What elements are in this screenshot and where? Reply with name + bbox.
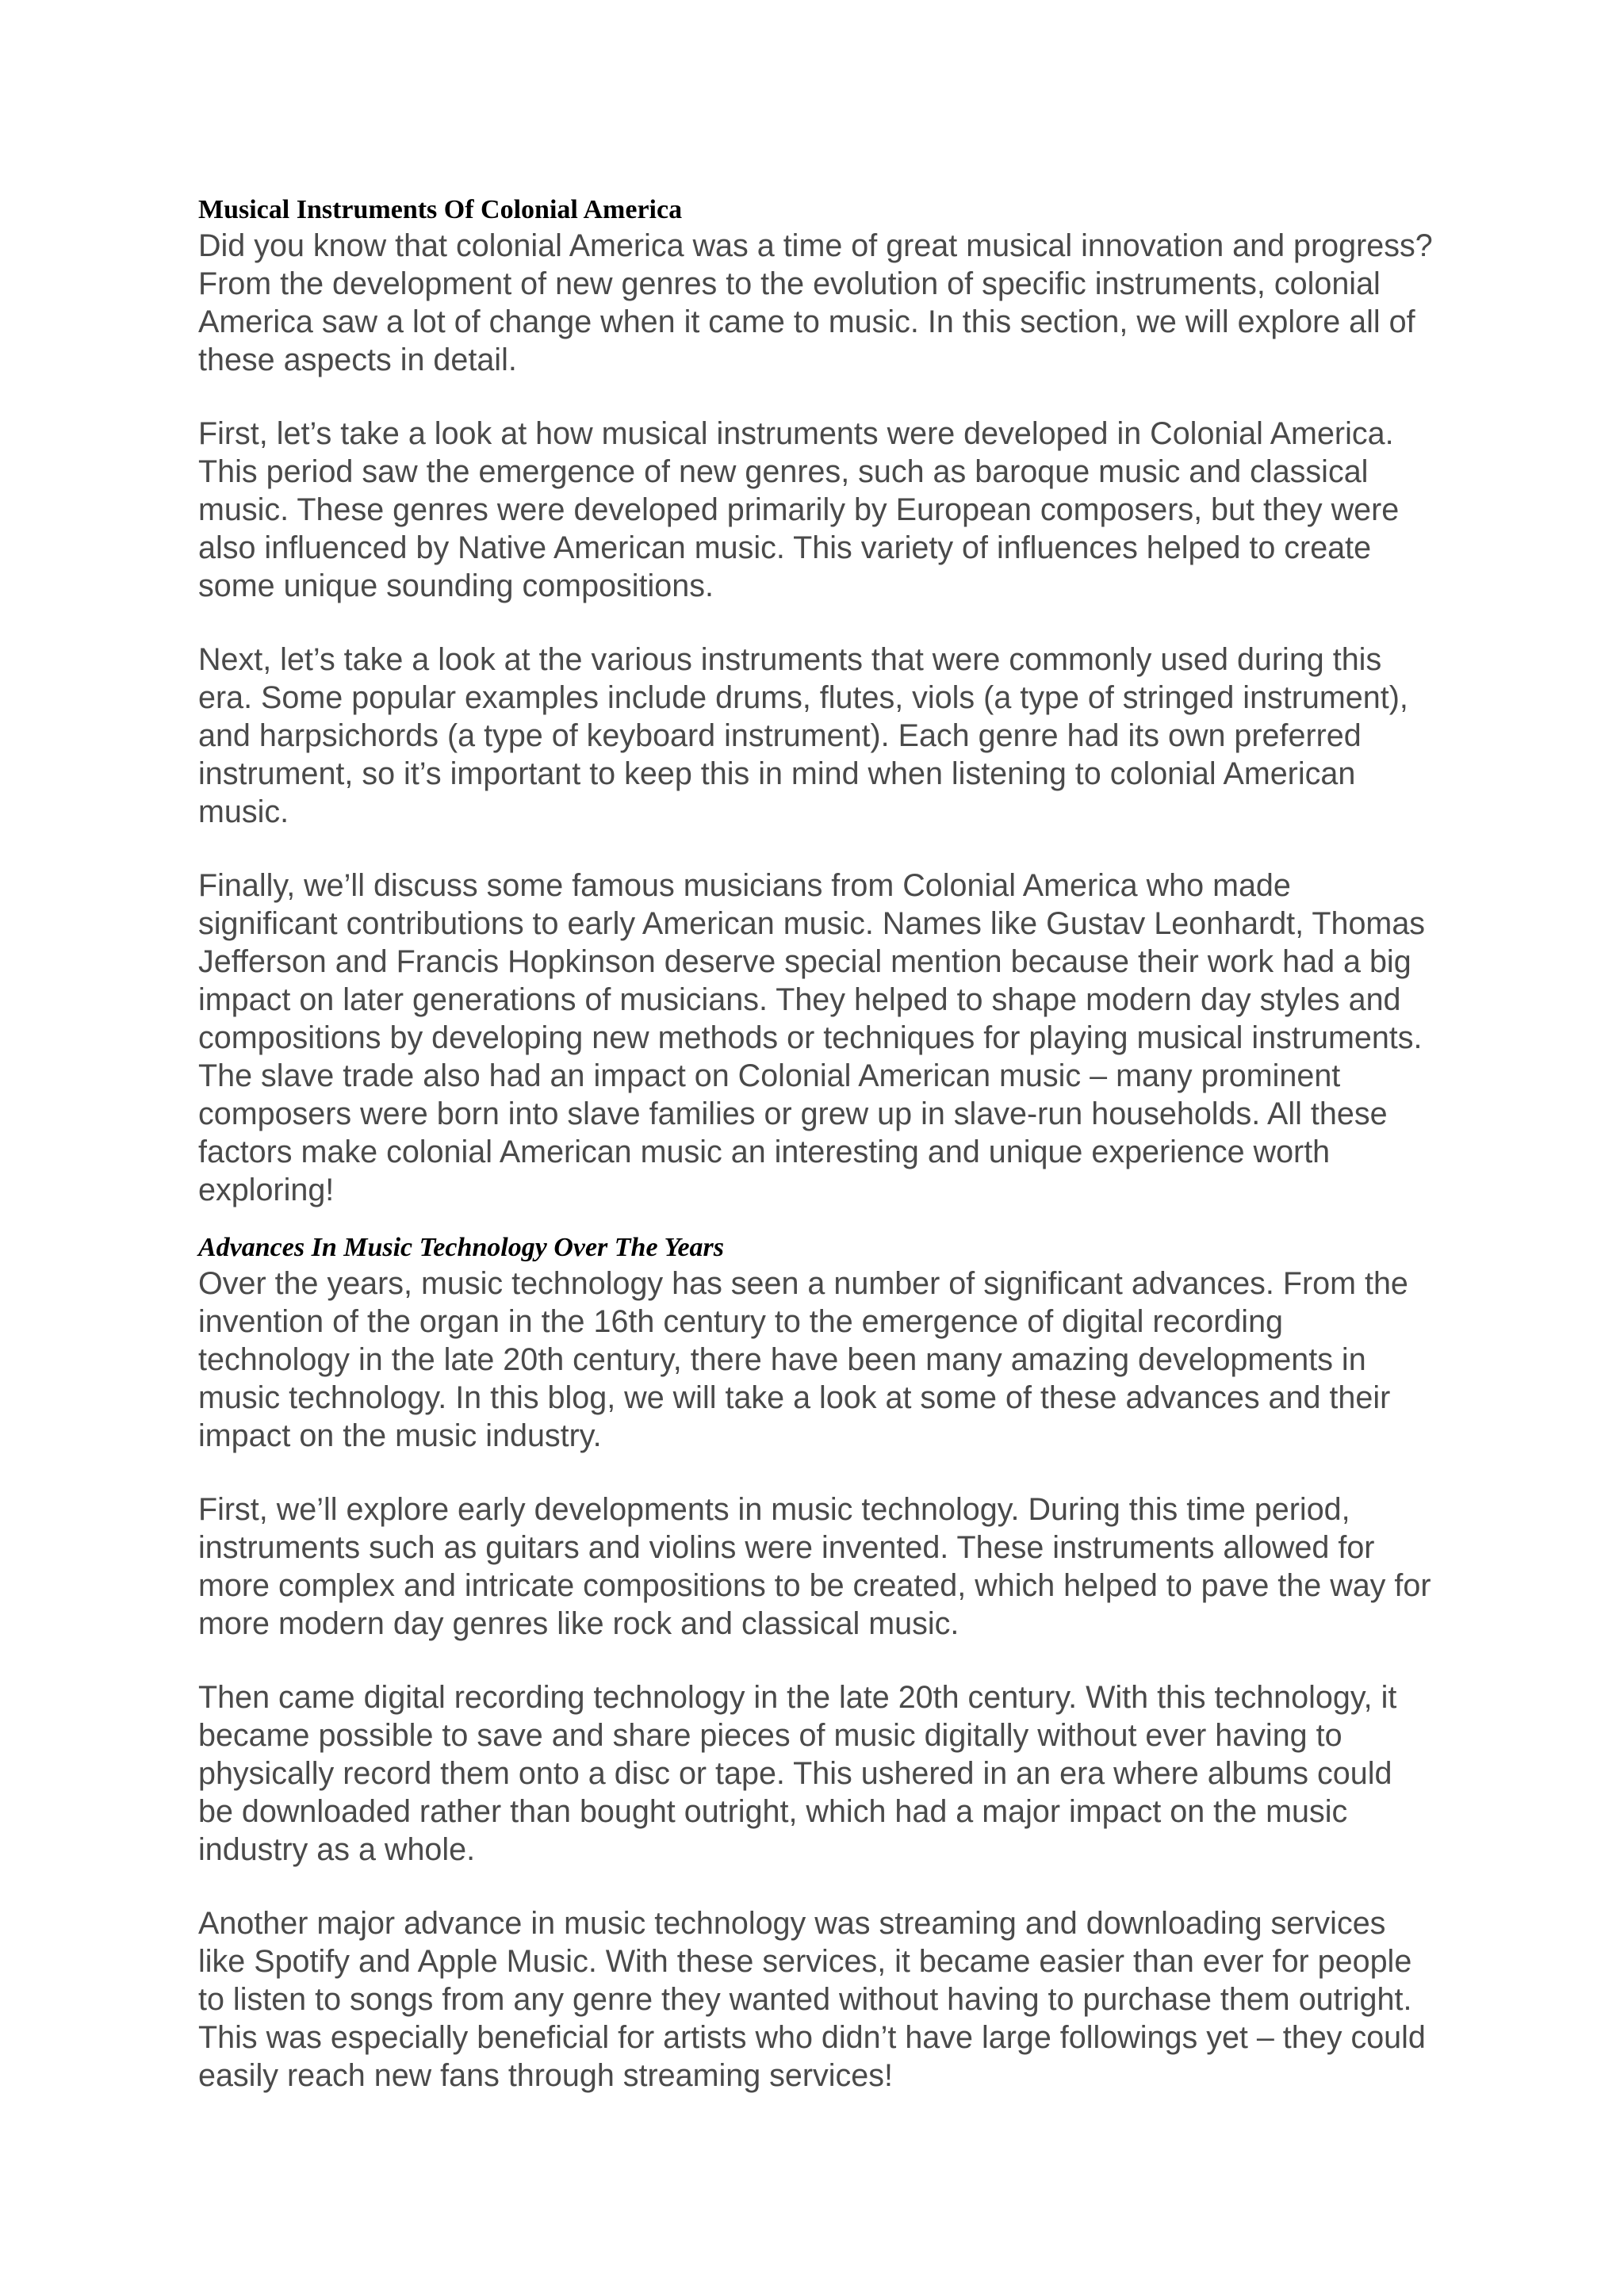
document-page [198, 193, 1435, 2095]
paragraph: Over the years, music technology has seen a number of significant advances. From the invention of the organ in the 16th century to the emergence of digital recording technology in the late 20th century, there have been many amazing developments in music technology. In this blog, we will take a look at some of these advances and their impact on the music industry. [198, 1266, 1408, 1453]
section-heading-music-technology: Advances In Music Technology Over The Years [198, 1233, 724, 1262]
section-heading-colonial-instruments: Musical Instruments Of Colonial America [198, 195, 683, 224]
paragraph: Then came digital recording technology in the late 20th century. With this technology, it became possible to save and share pieces of music digitally without ever having to physically record them onto a disc or tape. This ushered in an era where albums could be downloaded rather than bought outright, which had a major impact on the music industry as a whole. [198, 1680, 1397, 1867]
paragraph: First, we’ll explore early developments in music technology. During this time period, instruments such as guitars and violins were invented. These instruments allowed for more complex and intricate compositions to be created, which helped to pave the way for more modern day genres like rock and classical music. [198, 1492, 1431, 1641]
paragraph: Another major advance in music technology was streaming and downloading services like Spotify and Apple Music. With these services, it became easier than ever for people to listen to songs from any genre they wanted without having to purchase them outright. This was especially beneficial for artists who didn’t have large followings yet – they could easily reach new fans through streaming services! [198, 1906, 1426, 2093]
paragraph: Did you know that colonial America was a time of great musical innovation and progress? From the development of new genres to the evolution of specific instruments, colonial America saw a lot of change when it came to music. In this section, we will explore all of these aspects in detail. [198, 228, 1433, 377]
paragraph: First, let’s take a look at how musical instruments were developed in Colonial America. This period saw the emergence of new genres, such as baroque music and classical music. These genres were developed primarily by European composers, but they were also influenced by Native American music. This variety of influences helped to create some unique sounding compositions. [198, 416, 1400, 603]
paragraph: Finally, we’ll discuss some famous musicians from Colonial America who made significant contributions to early American music. Names like Gustav Leonhardt, Thomas Jefferson and Francis Hopkinson deserve special mention because their work had a big impact on later generations of musicians. They helped to shape modern day styles and compositions by developing new methods or techniques for playing musical instruments. The slave trade also had an impact on Colonial American music – many prominent composers were born into slave families or grew up in slave-run households. All these factors make colonial American music an interesting and unique experience worth exploring! [198, 868, 1426, 1207]
paragraph: Next, let’s take a look at the various instruments that were commonly used during this era. Some popular examples include drums, flutes, viols (a type of stringed instrument), and harpsichords (a type of keyboard instrument). Each genre had its own preferred instrument, so it’s important to keep this in mind when listening to colonial American music. [198, 642, 1408, 829]
